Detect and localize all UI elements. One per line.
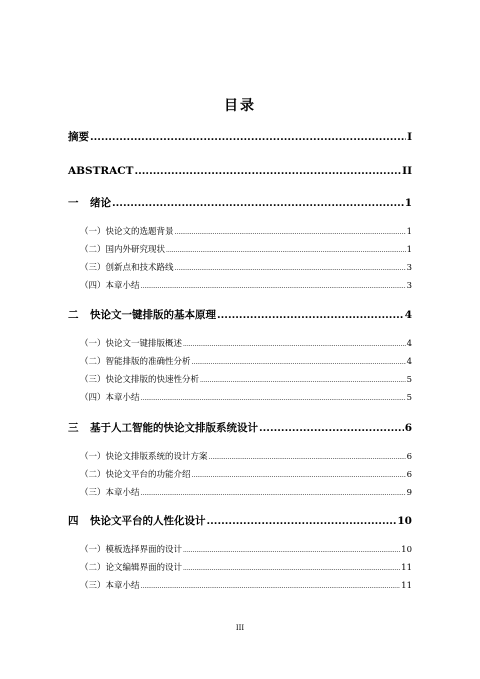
toc-entry-label: （四）本章小结	[80, 281, 140, 291]
toc-entry-page: 6	[406, 452, 412, 462]
toc-entry-label: 快论文平台的人性化设计	[90, 515, 206, 527]
chapter-number: 二	[68, 309, 79, 321]
toc-section[interactable]	[68, 543, 412, 558]
leader-dots	[175, 262, 406, 276]
leader-dots	[141, 487, 406, 501]
toc-entry-page: 3	[406, 263, 412, 273]
toc-section[interactable]	[68, 468, 412, 483]
toc-chapter-3[interactable]	[68, 421, 412, 435]
toc-chapter-1[interactable]	[68, 196, 412, 210]
toc-section[interactable]	[68, 279, 412, 294]
toc-entry-label: 基于人工智能的快论文排版系统设计	[90, 422, 258, 434]
leader-dots	[209, 451, 406, 465]
toc-entry-label: （二）智能排版的准确性分析	[80, 357, 191, 367]
toc-section[interactable]	[68, 243, 412, 258]
toc-entry-page: 6	[406, 470, 412, 480]
toc-entry-label: （二）快论文平台的功能介绍	[80, 470, 191, 480]
toc-entry-page: 11	[401, 581, 412, 591]
toc-entry-page: 5	[406, 393, 412, 403]
toc-entry-page: 9	[406, 488, 412, 498]
toc-entry-page: II	[402, 165, 412, 177]
toc-chapter-4[interactable]	[68, 514, 412, 528]
leader-dots	[166, 244, 406, 258]
toc-entry-label: （三）创新点和技术路线	[80, 263, 174, 273]
toc-title: 目录	[224, 98, 256, 114]
leader-dots	[90, 130, 406, 144]
page-number: III	[235, 624, 245, 632]
toc-entry-label: 快论文一键排版的基本原理	[90, 309, 216, 321]
toc-entry-page: 5	[406, 375, 412, 385]
toc-entry-label: （三）快论文排版的快速性分析	[80, 375, 200, 385]
toc-entry-page: 4	[406, 357, 412, 367]
leader-dots	[183, 544, 400, 558]
leader-dots	[175, 226, 406, 240]
leader-dots	[259, 421, 404, 435]
toc-section[interactable]	[68, 373, 412, 388]
toc-entry-abstract-cn[interactable]	[68, 130, 412, 144]
leader-dots	[183, 338, 406, 352]
toc-section[interactable]	[68, 450, 412, 465]
toc-entry-label: 摘要	[68, 131, 89, 143]
toc-entry-label: （一）模板选择界面的设计	[80, 545, 183, 555]
leader-dots	[183, 562, 400, 576]
toc-entry-label: （三）本章小结	[80, 581, 140, 591]
toc-entry-page: I	[407, 131, 412, 143]
toc-section[interactable]	[68, 391, 412, 406]
chapter-number: 四	[68, 515, 79, 527]
leader-dots	[200, 374, 406, 388]
leader-dots	[217, 308, 404, 322]
toc-section[interactable]	[68, 225, 412, 240]
toc-entry-label: （一）快论文一键排版概述	[80, 339, 183, 349]
toc-entry-page: 4	[406, 339, 412, 349]
toc-entry-label: （一）快论文的选题背景	[80, 227, 174, 237]
toc-entry-page: 10	[401, 545, 412, 555]
toc-section[interactable]	[68, 486, 412, 501]
toc-entry-label: （二）论文编辑界面的设计	[80, 563, 183, 573]
toc-entry-label: （四）本章小结	[80, 393, 140, 403]
toc-entry-label: （三）本章小结	[80, 488, 140, 498]
toc-section[interactable]	[68, 261, 412, 276]
toc-entry-page: 1	[406, 227, 412, 237]
toc-entry-abstract-en[interactable]	[68, 164, 412, 178]
leader-dots	[134, 164, 401, 178]
toc-entry-page: 1	[406, 245, 412, 255]
toc-section[interactable]	[68, 561, 412, 576]
toc-entry-page: 10	[397, 515, 412, 527]
toc-section[interactable]	[68, 579, 412, 594]
toc-entry-page: 1	[404, 197, 412, 209]
toc-entry-page: 11	[401, 563, 412, 573]
leader-dots	[141, 280, 406, 294]
leader-dots	[141, 580, 401, 594]
toc-entry-label: （一）快论文排版系统的设计方案	[80, 452, 208, 462]
leader-dots	[141, 392, 406, 406]
leader-dots	[192, 356, 406, 370]
chapter-number: 一	[68, 197, 79, 209]
toc-entry-label: ABSTRACT	[68, 165, 134, 177]
toc-section[interactable]	[68, 337, 412, 352]
toc-entry-page: 4	[404, 309, 412, 321]
chapter-number: 三	[68, 422, 79, 434]
toc-chapter-2[interactable]	[68, 308, 412, 322]
leader-dots	[207, 514, 397, 528]
toc-entry-label: 绪论	[90, 197, 111, 209]
toc-entry-page: 6	[404, 422, 412, 434]
toc-section[interactable]	[68, 355, 412, 370]
leader-dots	[192, 469, 406, 483]
toc-entry-label: （二）国内外研究现状	[80, 245, 166, 255]
leader-dots	[112, 196, 404, 210]
toc-entry-page: 3	[406, 281, 412, 291]
